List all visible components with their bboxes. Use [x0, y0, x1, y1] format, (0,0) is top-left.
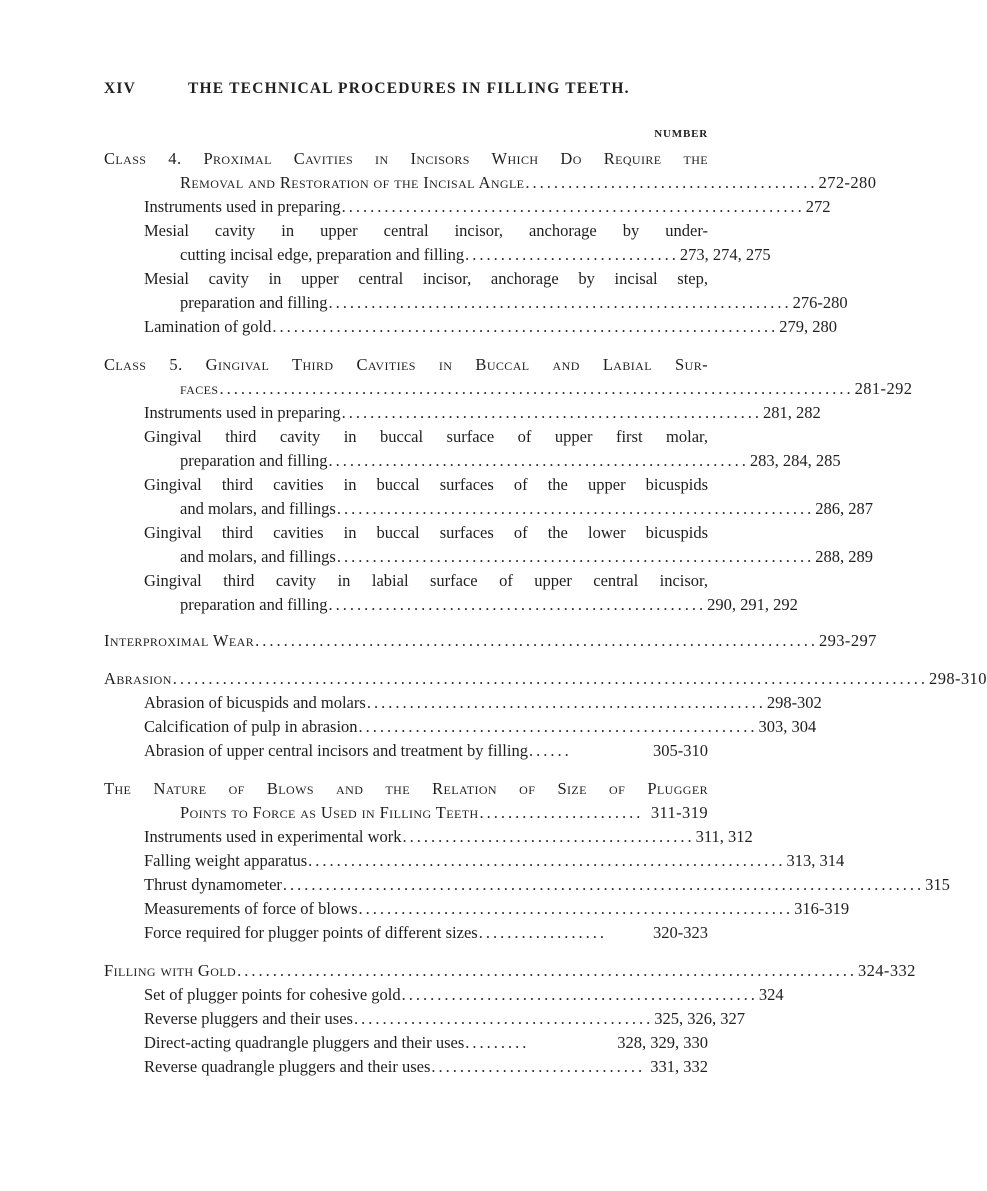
toc-entry: Lamination of gold ....................................................................... 279, 280 — [144, 317, 838, 336]
toc-entry: Direct-acting quadrangle pluggers and their uses ......... 328, 329, 330 — [144, 1033, 708, 1052]
column-heading-number: NUMBER — [654, 128, 708, 140]
toc-entry: Gingival third cavities in buccal surfaces of the upper bicuspids — [144, 475, 708, 494]
toc-entry: The Nature of Blows and the Relation of Size of Plugger — [104, 779, 708, 798]
toc-entry: cutting incisal edge, preparation and filling .............................. 273, 274, 275 — [180, 245, 771, 264]
toc-entry: preparation and filling ........................................................... 283, 284, 285 — [180, 451, 841, 470]
toc-entry: Mesial cavity in upper central incisor, anchorage by incisal step, — [144, 269, 708, 288]
toc-entry: Instruments used in preparing ........................................................... 281, 282 — [144, 403, 821, 422]
toc-entry: Removal and Restoration of the Incisal Angle ......................................... 272-280 — [180, 173, 877, 192]
toc-entry: Gingival third cavities in buccal surfaces of the lower bicuspids — [144, 523, 708, 542]
toc-entry: Gingival third cavity in buccal surface of upper first molar, — [144, 427, 708, 446]
toc-entry: Reverse quadrangle pluggers and their uses .............................. 331, 332 — [144, 1057, 708, 1076]
toc-entry: Instruments used in preparing ................................................................. 272 — [144, 197, 831, 216]
toc-entry: Force required for plugger points of different sizes .................. 320-323 — [144, 923, 708, 942]
toc-entry: Reverse pluggers and their uses .......................................... 325, 326, 327 — [144, 1009, 745, 1028]
toc-entry: Set of plugger points for cohesive gold .................................................. 324 — [144, 985, 784, 1004]
toc-entry: and molars, and fillings ................................................................... 288, 289 — [180, 547, 873, 566]
toc-entry: Instruments used in experimental work ......................................... 311, 312 — [144, 827, 753, 846]
toc-entry: Points to Force as Used in Filling Teeth ....................... 311-319 — [180, 803, 708, 822]
toc-entry: Gingival third cavity in labial surface of upper central incisor, — [144, 571, 708, 590]
toc-entry: preparation and filling ..................................................... 290, 291, 292 — [180, 595, 798, 614]
toc-entry: Mesial cavity in upper central incisor, anchorage by under- — [144, 221, 708, 240]
toc-entry: Interproximal Wear ............................................................................... 293-297 — [104, 631, 877, 650]
toc-entry: Filling with Gold ....................................................................................... 324-332 — [104, 961, 916, 980]
toc-entry: Measurements of force of blows ............................................................. 316-319 — [144, 899, 850, 918]
running-title: THE TECHNICAL PROCEDURES IN FILLING TEETH. — [188, 80, 630, 97]
toc-entry: Calcification of pulp in abrasion ........................................................ 303, 304 — [144, 717, 817, 736]
toc-entry: Abrasion of bicuspids and molars ........................................................ 298-302 — [144, 693, 822, 712]
toc-entry: Falling weight apparatus ................................................................... 313, 314 — [144, 851, 845, 870]
page-number: XIV — [104, 80, 137, 97]
running-header — [104, 80, 630, 98]
toc-entry: faces ......................................................................................... 281-292 — [180, 379, 913, 398]
toc-entry: Abrasion of upper central incisors and treatment by filling ...... 305-310 — [144, 741, 708, 760]
toc-entry: preparation and filling ................................................................. 276-280 — [180, 293, 848, 312]
toc-entry: and molars, and fillings ................................................................... 286, 287 — [180, 499, 873, 518]
toc-entry: Abrasion .......................................................................................................... 298-310 — [104, 669, 987, 688]
toc-entry: Class 5. Gingival Third Cavities in Buccal and Labial Sur- — [104, 355, 708, 374]
toc-entry: Thrust dynamometer .......................................................................................... 315 — [144, 875, 950, 894]
toc-entry: Class 4. Proximal Cavities in Incisors Which Do Require the — [104, 149, 708, 168]
